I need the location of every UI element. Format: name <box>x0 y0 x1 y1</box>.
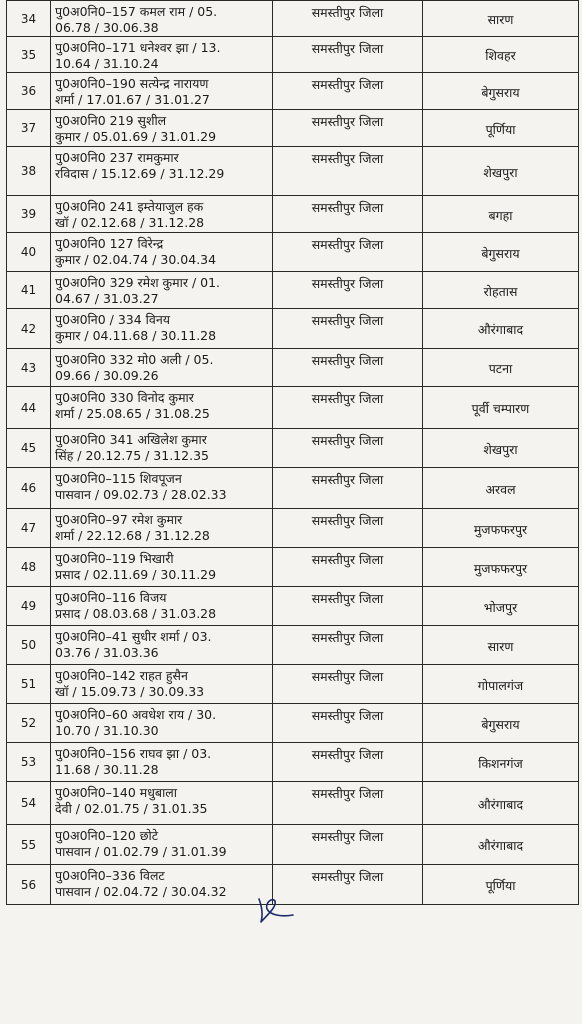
from-district-text: समस्तीपुर जिला <box>311 237 384 252</box>
from-district-cell <box>273 665 423 704</box>
to-district-text: पूर्णिया <box>485 121 516 137</box>
serial-number-text: 38 <box>20 164 37 178</box>
table-row <box>7 1 579 37</box>
from-district-text: समस्तीपुर जिला <box>311 472 384 487</box>
table-row <box>7 387 579 429</box>
serial-number-text: 54 <box>20 796 37 810</box>
officer-details-cell <box>51 626 273 665</box>
table-row <box>7 73 579 110</box>
to-district-text: किशनगंज <box>478 755 523 771</box>
officer-details-text: पु0अ0नि0 237 रामकुमार रविदास / 15.12.69 / 31.12.29 <box>55 150 225 181</box>
serial-number-cell <box>7 509 51 548</box>
table-row <box>7 743 579 782</box>
transfer-table <box>6 0 579 905</box>
serial-number-cell <box>7 704 51 743</box>
from-district-cell <box>273 309 423 349</box>
serial-number-text: 41 <box>20 283 37 297</box>
serial-number-text: 56 <box>20 877 37 892</box>
to-district-cell <box>423 825 579 865</box>
to-district-text: बेगुसराय <box>481 245 520 261</box>
serial-number-cell <box>7 587 51 626</box>
officer-details-cell <box>51 865 273 905</box>
to-district-cell <box>423 349 579 387</box>
table-row <box>7 548 579 587</box>
from-district-text: समस्तीपुर जिला <box>311 114 384 129</box>
table-row <box>7 110 579 147</box>
to-district-text: मुजफफरपुर <box>473 560 528 576</box>
serial-number-text: 42 <box>20 321 37 336</box>
from-district-text: समस्तीपुर जिला <box>311 591 384 606</box>
officer-details-cell <box>51 509 273 548</box>
officer-details-cell <box>51 587 273 626</box>
table-row <box>7 349 579 387</box>
to-district-text: बेगुसराय <box>481 84 520 100</box>
from-district-cell <box>273 704 423 743</box>
serial-number-cell <box>7 196 51 233</box>
officer-details-text: पु0अ0नि0–120 छोटे पासवान / 01.02.79 / 31.01.39 <box>55 828 227 859</box>
from-district-text: समस्तीपुर जिला <box>311 786 384 801</box>
from-district-cell <box>273 37 423 73</box>
officer-details-text: पु0अ0नि0–116 विजय प्रसाद / 08.03.68 / 31.03.28 <box>55 590 217 621</box>
officer-details-cell <box>51 272 273 309</box>
officer-details-text: पु0अ0नि0 241 इम्तेयाजुल हक खॉ / 02.12.68 / 31.12.28 <box>55 199 205 230</box>
serial-number-text: 47 <box>20 521 37 535</box>
officer-details-text: पु0अ0नि0–336 विलट पासवान / 02.04.72 / 30.04.32 <box>55 868 227 899</box>
serial-number-cell <box>7 309 51 349</box>
to-district-cell <box>423 147 579 196</box>
serial-number-cell <box>7 1 51 37</box>
from-district-text: समस्तीपुर जिला <box>311 276 384 291</box>
to-district-text: शिवहर <box>485 48 516 63</box>
serial-number-text: 51 <box>20 677 37 691</box>
serial-number-text: 39 <box>20 207 37 221</box>
serial-number-cell <box>7 865 51 905</box>
serial-number-text: 48 <box>20 560 37 574</box>
serial-number-text: 52 <box>20 716 37 730</box>
officer-details-text: पु0अ0नि0 329 रमेश कुमार / 01. 04.67 / 31.03.27 <box>55 275 221 306</box>
officer-details-cell <box>51 468 273 509</box>
to-district-cell <box>423 468 579 509</box>
from-district-text: समस्तीपुर जिला <box>311 747 384 762</box>
from-district-text: समस्तीपुर जिला <box>311 151 384 166</box>
serial-number-text: 34 <box>20 11 37 26</box>
from-district-text: समस्तीपुर जिला <box>311 829 384 844</box>
table-row <box>7 704 579 743</box>
to-district-cell <box>423 37 579 73</box>
officer-details-text: पु0अ0नि0–171 धनेश्वर झा / 13. 10.64 / 31.10.24 <box>55 40 221 71</box>
from-district-text: समस्तीपुर जिला <box>311 77 384 92</box>
officer-details-cell <box>51 1 273 37</box>
to-district-text: अरवल <box>485 481 516 497</box>
from-district-cell <box>273 429 423 468</box>
to-district-text: बेगुसराय <box>481 716 520 732</box>
officer-details-text: पु0अ0नि0–190 सत्येन्द्र नारायण शर्मा / 17.01.67 / 31.01.27 <box>55 76 210 107</box>
serial-number-text: 45 <box>20 441 37 455</box>
from-district-cell <box>273 1 423 37</box>
from-district-text: समस्तीपुर जिला <box>311 708 384 723</box>
officer-details-text: पु0अ0नि0–156 राघव झा / 03. 11.68 / 30.11.28 <box>55 746 212 777</box>
to-district-text: शेखपुरा <box>483 164 518 180</box>
table-row <box>7 587 579 626</box>
serial-number-cell <box>7 825 51 865</box>
officer-details-cell <box>51 110 273 147</box>
from-district-text: समस्तीपुर जिला <box>311 313 384 328</box>
to-district-text: पूर्णिया <box>485 878 516 893</box>
from-district-cell <box>273 110 423 147</box>
serial-number-cell <box>7 626 51 665</box>
to-district-text: मुजफफरपुर <box>473 521 528 537</box>
to-district-text: औरंगाबाद <box>477 322 524 337</box>
to-district-cell <box>423 1 579 37</box>
table-body <box>7 1 579 905</box>
to-district-cell <box>423 587 579 626</box>
to-district-cell <box>423 548 579 587</box>
to-district-text: रोहतास <box>483 283 518 299</box>
serial-number-cell <box>7 665 51 704</box>
serial-number-cell <box>7 387 51 429</box>
serial-number-cell <box>7 429 51 468</box>
to-district-cell <box>423 309 579 349</box>
table-row <box>7 37 579 73</box>
serial-number-cell <box>7 548 51 587</box>
table-row <box>7 272 579 309</box>
to-district-text: पूर्वी चम्पारण <box>471 401 530 416</box>
from-district-cell <box>273 233 423 272</box>
table-row <box>7 509 579 548</box>
table-row <box>7 825 579 865</box>
to-district-text: शेखपुरा <box>483 441 518 457</box>
to-district-text: बगहा <box>488 207 513 223</box>
to-district-cell <box>423 196 579 233</box>
serial-number-cell <box>7 147 51 196</box>
to-district-text: सारण <box>487 638 514 654</box>
from-district-cell <box>273 782 423 825</box>
officer-details-cell <box>51 429 273 468</box>
serial-number-text: 50 <box>20 638 37 652</box>
officer-details-text: पु0अ0नि0–97 रमेश कुमार शर्मा / 22.12.68 / 31.12.28 <box>55 512 210 543</box>
from-district-text: समस्तीपुर जिला <box>311 353 384 368</box>
from-district-cell <box>273 825 423 865</box>
from-district-text: समस्तीपुर जिला <box>311 513 384 528</box>
officer-details-text: पु0अ0नि0 127 विरेन्द्र कुमार / 02.04.74 / 30.04.34 <box>55 236 217 267</box>
officer-details-cell <box>51 782 273 825</box>
table-row <box>7 626 579 665</box>
from-district-text: समस्तीपुर जिला <box>311 433 384 448</box>
from-district-text: समस्तीपुर जिला <box>311 41 384 56</box>
serial-number-text: 36 <box>20 84 37 98</box>
signature-mark <box>253 895 297 925</box>
serial-number-text: 35 <box>20 47 37 62</box>
serial-number-cell <box>7 349 51 387</box>
to-district-text: भोजपुर <box>483 599 518 615</box>
officer-details-text: पु0अ0नि0–140 मधुबाला देवी / 02.01.75 / 31.01.35 <box>55 785 208 816</box>
from-district-cell <box>273 626 423 665</box>
to-district-text: पटना <box>488 361 513 376</box>
from-district-cell <box>273 147 423 196</box>
from-district-cell <box>273 548 423 587</box>
table-row <box>7 468 579 509</box>
to-district-cell <box>423 704 579 743</box>
serial-number-cell <box>7 468 51 509</box>
from-district-cell <box>273 468 423 509</box>
table-row <box>7 233 579 272</box>
officer-details-text: पु0अ0नि0 / 334 विनय कुमार / 04.11.68 / 30.11.28 <box>55 312 217 343</box>
table-row <box>7 309 579 349</box>
officer-details-text: पु0अ0नि0–157 कमल राम / 05. 06.78 / 30.06.38 <box>55 4 218 35</box>
officer-details-cell <box>51 548 273 587</box>
from-district-cell <box>273 743 423 782</box>
officer-details-cell <box>51 743 273 782</box>
serial-number-cell <box>7 272 51 309</box>
to-district-cell <box>423 110 579 147</box>
officer-details-cell <box>51 147 273 196</box>
officer-details-cell <box>51 309 273 349</box>
to-district-cell <box>423 272 579 309</box>
officer-details-cell <box>51 349 273 387</box>
from-district-cell <box>273 272 423 309</box>
officer-details-cell <box>51 704 273 743</box>
from-district-text: समस्तीपुर जिला <box>311 552 384 567</box>
to-district-text: सारण <box>487 12 514 27</box>
to-district-cell <box>423 782 579 825</box>
to-district-text: औरंगाबाद <box>477 796 524 812</box>
serial-number-text: 49 <box>20 599 37 613</box>
serial-number-text: 43 <box>20 360 37 375</box>
officer-details-text: पु0अ0नि0 219 सुशील कुमार / 05.01.69 / 31.01.29 <box>55 113 217 144</box>
serial-number-cell <box>7 743 51 782</box>
serial-number-text: 55 <box>20 837 37 852</box>
to-district-cell <box>423 743 579 782</box>
officer-details-cell <box>51 387 273 429</box>
to-district-cell <box>423 509 579 548</box>
serial-number-text: 44 <box>20 400 37 415</box>
to-district-text: गोपालगंज <box>477 677 524 693</box>
officer-details-cell <box>51 196 273 233</box>
from-district-cell <box>273 387 423 429</box>
serial-number-text: 46 <box>20 481 37 495</box>
officer-details-text: पु0अ0नि0–142 राहत हुसैन खॉ / 15.09.73 / 30.09.33 <box>55 668 205 699</box>
serial-number-text: 40 <box>20 245 37 259</box>
serial-number-cell <box>7 37 51 73</box>
from-district-text: समस्तीपुर जिला <box>311 869 384 884</box>
to-district-text: औरंगाबाद <box>477 838 524 853</box>
serial-number-cell <box>7 233 51 272</box>
to-district-cell <box>423 233 579 272</box>
officer-details-text: पु0अ0नि0 341 अखिलेश कुमार सिंह / 20.12.75 / 31.12.35 <box>55 432 209 463</box>
officer-details-text: पु0अ0नि0–115 शिवपूजन पासवान / 09.02.73 / 28.02.33 <box>55 471 227 502</box>
table-row <box>7 196 579 233</box>
serial-number-text: 37 <box>20 121 37 135</box>
from-district-cell <box>273 349 423 387</box>
table-row <box>7 782 579 825</box>
table-row <box>7 665 579 704</box>
to-district-cell <box>423 665 579 704</box>
officer-details-cell <box>51 825 273 865</box>
officer-details-cell <box>51 73 273 110</box>
from-district-cell <box>273 587 423 626</box>
from-district-text: समस्तीपुर जिला <box>311 391 384 406</box>
officer-details-text: पु0अ0नि0 330 विनोद कुमार शर्मा / 25.08.65 / 31.08.25 <box>55 390 210 421</box>
from-district-cell <box>273 509 423 548</box>
serial-number-text: 53 <box>20 755 37 769</box>
officer-details-cell <box>51 37 273 73</box>
to-district-cell <box>423 73 579 110</box>
to-district-cell <box>423 626 579 665</box>
to-district-cell <box>423 387 579 429</box>
officer-details-cell <box>51 665 273 704</box>
from-district-cell <box>273 73 423 110</box>
from-district-text: समस्तीपुर जिला <box>311 630 384 645</box>
officer-details-cell <box>51 233 273 272</box>
serial-number-cell <box>7 782 51 825</box>
from-district-text: समस्तीपुर जिला <box>311 5 384 20</box>
serial-number-cell <box>7 110 51 147</box>
officer-details-text: पु0अ0नि0–119 भिखारी प्रसाद / 02.11.69 / 30.11.29 <box>55 551 217 582</box>
to-district-cell <box>423 865 579 905</box>
from-district-text: समस्तीपुर जिला <box>311 669 384 684</box>
from-district-text: समस्तीपुर जिला <box>311 200 384 215</box>
officer-details-text: पु0अ0नि0–41 सुधीर शर्मा / 03. 03.76 / 31.03.36 <box>55 629 212 660</box>
officer-details-text: पु0अ0नि0–60 अवधेश राय / 30. 10.70 / 31.10.30 <box>55 707 217 738</box>
officer-details-text: पु0अ0नि0 332 मो0 अली / 05. 09.66 / 30.09.26 <box>55 352 214 383</box>
from-district-cell <box>273 196 423 233</box>
serial-number-cell <box>7 73 51 110</box>
table-row <box>7 147 579 196</box>
to-district-cell <box>423 429 579 468</box>
table-row <box>7 429 579 468</box>
